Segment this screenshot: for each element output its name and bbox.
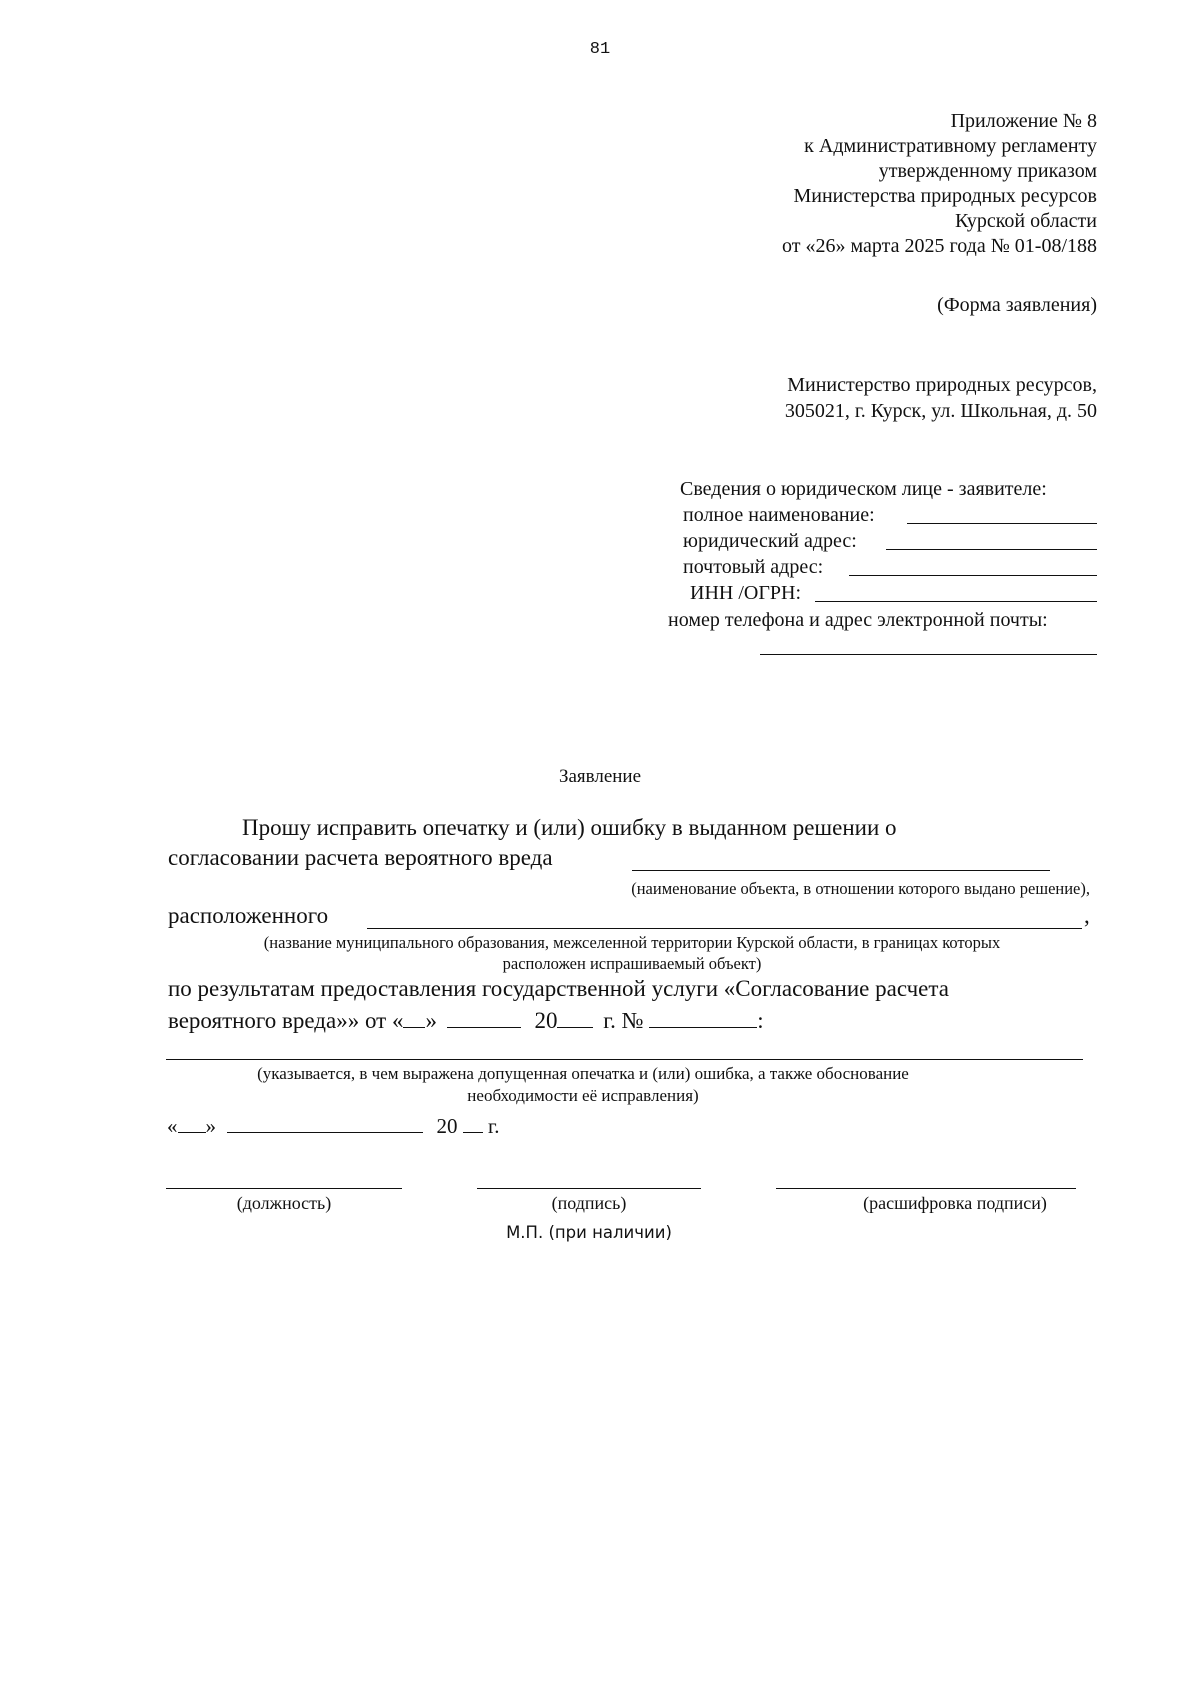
object-name-field[interactable] [632, 870, 1050, 871]
postal-address-label: почтовый адрес: [683, 556, 824, 578]
municipality-note-line-2: расположен испрашиваемый объект) [502, 954, 762, 973]
date-year-field[interactable] [463, 1113, 483, 1133]
body-line-4 [168, 1008, 764, 1034]
date-open-quote: « [167, 1114, 178, 1138]
municipality-note-line-1: (название муниципального образования, межселенной территории Курской области, в границах которых [263, 933, 1001, 952]
annex-header [782, 109, 1097, 259]
line4-prefix: вероятного вреда»» от « [168, 1008, 404, 1033]
annex-line: Курской области [955, 210, 1097, 232]
applicant-inn-row [690, 580, 1097, 606]
full-name-field[interactable] [907, 504, 1097, 524]
postal-address-field[interactable] [849, 556, 1097, 576]
located-comma: , [1084, 903, 1090, 928]
legal-address-label: юридический адрес: [683, 530, 857, 552]
contacts-label: номер телефона и адрес электронной почты: [668, 609, 1048, 631]
date-line [167, 1113, 500, 1139]
error-description-note-line-1: (указывается, в чем выражена допущенная опечатка и (или) ошибка, а также обоснование [257, 1064, 909, 1083]
inn-field[interactable] [815, 582, 1097, 602]
page-number: 81 [589, 40, 611, 59]
municipality-field[interactable] [367, 928, 1082, 929]
applicant-legal-address-row [683, 528, 1097, 554]
decoding-field[interactable] [776, 1188, 1076, 1189]
recipient-block [785, 372, 1097, 424]
year-field[interactable] [557, 1008, 593, 1028]
line4-colon: : [757, 1008, 764, 1033]
document-title: Заявление [558, 766, 642, 787]
line4-year-prefix: 20 [534, 1008, 558, 1033]
error-description-field[interactable] [166, 1059, 1083, 1060]
applicant-postal-address-row [683, 554, 1097, 580]
error-description-note-line-2: необходимости её исправления) [467, 1086, 699, 1105]
inn-label: ИНН /ОГРН: [690, 582, 802, 604]
body-line-3: по результатам предоставления государственной услуги «Согласование расчета [168, 976, 949, 1001]
recipient-line: 305021, г. Курск, ул. Школьная, д. 50 [784, 400, 1097, 422]
annex-line: к Административному регламенту [804, 135, 1097, 157]
contacts-field[interactable] [760, 654, 1097, 655]
legal-address-field[interactable] [886, 530, 1097, 550]
full-name-label: полное наименование: [683, 504, 875, 526]
signature-label: (подпись) [551, 1193, 627, 1213]
form-label: (Форма заявления) [937, 294, 1097, 316]
object-name-note: (наименование объекта, в отношении которого выдано решение), [631, 879, 1090, 898]
date-month-field[interactable] [227, 1113, 423, 1133]
located-label: расположенного [168, 903, 329, 928]
line4-close-quote: » [425, 1008, 437, 1033]
annex-line: от «26» марта 2025 года № 01-08/188 [782, 235, 1097, 257]
body-line-2: согласовании расчета вероятного вреда [168, 845, 553, 870]
day-field[interactable] [403, 1008, 425, 1028]
decoding-label: (расшифровка подписи) [863, 1193, 1047, 1213]
month-field[interactable] [447, 1008, 521, 1028]
number-field[interactable] [649, 1008, 757, 1028]
date-day-field[interactable] [178, 1113, 206, 1133]
applicant-full-name-row [683, 502, 1097, 528]
signature-field[interactable] [477, 1188, 701, 1189]
date-close-quote: » [205, 1114, 216, 1138]
annex-line: Приложение № 8 [950, 110, 1097, 132]
seal-label: М.П. (при наличии) [506, 1223, 672, 1242]
position-label: (должность) [236, 1193, 332, 1213]
date-year-suffix: г. [488, 1114, 500, 1138]
body-line-1 [242, 815, 1098, 841]
annex-line: утвержденному приказом [878, 160, 1097, 182]
line4-number-label: г. № [603, 1008, 644, 1033]
annex-line: Министерства природных ресурсов [793, 185, 1097, 207]
date-year-prefix: 20 [436, 1114, 458, 1138]
recipient-line: Министерство природных ресурсов, [787, 374, 1097, 396]
body-line-1-text: Прошу исправить опечатку и (или) ошибку в выданном решении о [242, 815, 897, 840]
position-field[interactable] [166, 1188, 402, 1189]
applicant-heading: Сведения о юридическом лице - заявителе: [680, 478, 1047, 500]
